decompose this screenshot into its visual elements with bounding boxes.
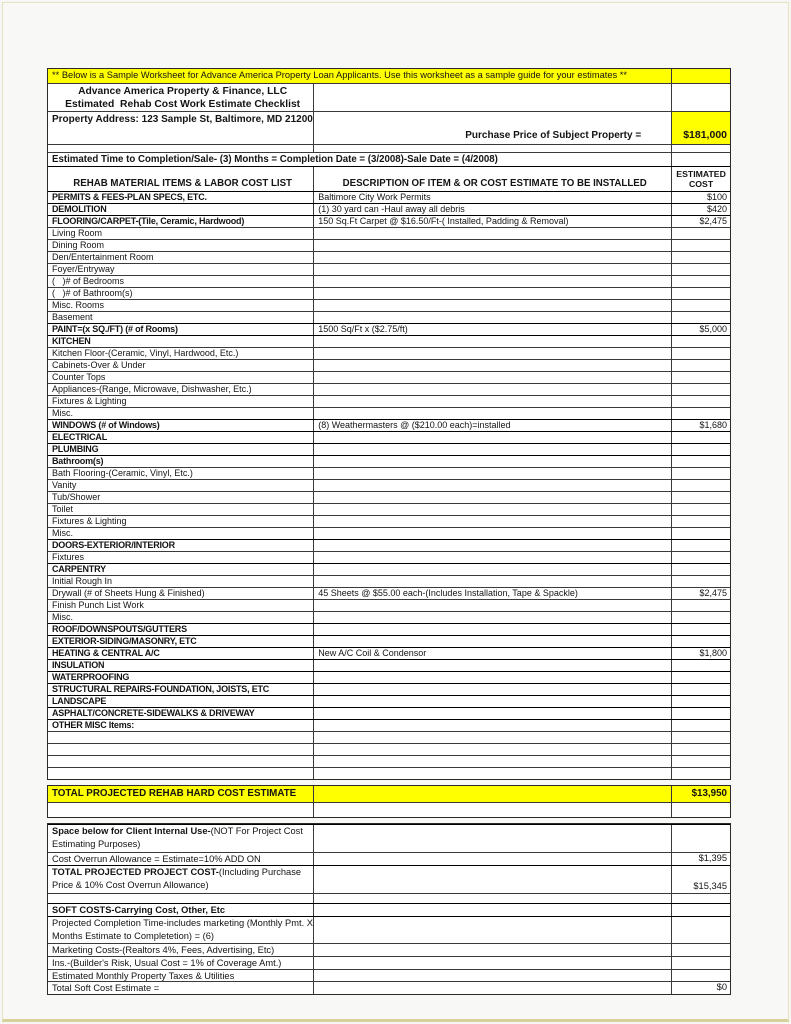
item-cell: Fixtures & Lighting bbox=[52, 396, 127, 406]
table-row bbox=[48, 623, 730, 635]
table-row bbox=[48, 659, 730, 671]
item-cell: Foyer/Entryway bbox=[52, 264, 115, 274]
item-label: Total Soft Cost Estimate = bbox=[52, 983, 160, 993]
item-label: Estimated Monthly Property Taxes & Utilities bbox=[52, 971, 235, 981]
description-cell bbox=[313, 982, 671, 994]
table-row bbox=[48, 611, 730, 623]
item-cell: Appliances-(Range, Microwave, Dishwasher, Etc.) bbox=[52, 384, 252, 394]
description-cell bbox=[313, 360, 671, 371]
description-cell bbox=[313, 444, 671, 455]
hard-total-row bbox=[48, 786, 730, 802]
cost-cell bbox=[671, 432, 730, 443]
item-cell: WINDOWS (# of Windows) bbox=[52, 420, 160, 430]
description-cell bbox=[313, 264, 671, 275]
table-row bbox=[48, 431, 730, 443]
cost-cell bbox=[671, 240, 730, 251]
item-cell: Bath Flooring-(Ceramic, Vinyl, Etc.) bbox=[52, 468, 193, 478]
table-row bbox=[48, 969, 730, 981]
description-cell bbox=[313, 732, 671, 743]
description-cell bbox=[313, 516, 671, 527]
table-row bbox=[48, 227, 730, 239]
timeline-cost-cell bbox=[671, 153, 730, 166]
sample-banner-side-cell bbox=[671, 69, 730, 83]
table-row bbox=[48, 865, 730, 893]
cost-cell: $1,800 bbox=[671, 648, 730, 659]
table-row bbox=[48, 347, 730, 359]
description-cell bbox=[313, 866, 671, 893]
table-row bbox=[48, 695, 730, 707]
cost-cell: $2,475 bbox=[671, 216, 730, 227]
table-row bbox=[48, 287, 730, 299]
description-cell bbox=[313, 540, 671, 551]
description-cell bbox=[313, 528, 671, 539]
table-row bbox=[48, 467, 730, 479]
item-cell bbox=[48, 853, 313, 865]
item-cell: PERMITS & FEES-PLAN SPECS, ETC. bbox=[52, 192, 207, 202]
item-cell: PAINT=(x SQ./FT) (# of Rooms) bbox=[52, 324, 178, 334]
cost-cell bbox=[671, 944, 730, 956]
item-label-bold: SOFT COSTS-Carrying Cost, Other, Etc bbox=[52, 905, 226, 915]
description-cell bbox=[313, 336, 671, 347]
table-row bbox=[48, 251, 730, 263]
spacer-cell bbox=[313, 803, 671, 817]
item-cell bbox=[48, 732, 313, 743]
description-cell bbox=[313, 917, 671, 943]
description-cell bbox=[313, 853, 671, 865]
column-header-description: DESCRIPTION OF ITEM & OR COST ESTIMATE TO BE INSTALLED bbox=[313, 167, 671, 191]
cost-cell bbox=[671, 264, 730, 275]
table-row bbox=[48, 203, 730, 215]
cost-cell bbox=[671, 288, 730, 299]
item-cell: Vanity bbox=[52, 480, 77, 490]
cost-cell bbox=[671, 528, 730, 539]
table-row bbox=[48, 683, 730, 695]
cost-cell bbox=[671, 576, 730, 587]
cost-cell bbox=[671, 660, 730, 671]
description-cell bbox=[313, 288, 671, 299]
description-cell bbox=[313, 825, 671, 852]
cost-cell bbox=[671, 904, 730, 916]
item-cell bbox=[48, 825, 313, 852]
table-row bbox=[48, 359, 730, 371]
item-cell bbox=[48, 904, 313, 916]
table-row bbox=[48, 299, 730, 311]
table-row bbox=[48, 893, 730, 903]
description-cell bbox=[313, 408, 671, 419]
description-cell bbox=[313, 904, 671, 916]
cost-cell: $5,000 bbox=[671, 324, 730, 335]
cost-cell bbox=[671, 516, 730, 527]
table-row bbox=[48, 575, 730, 587]
item-cell: LANDSCAPE bbox=[52, 696, 107, 706]
item-cell: Misc. bbox=[52, 528, 73, 538]
cost-cell bbox=[671, 360, 730, 371]
cost-cell bbox=[671, 744, 730, 755]
hard-total-desc-cell bbox=[313, 786, 671, 802]
item-cell: DOORS-EXTERIOR/INTERIOR bbox=[52, 540, 175, 550]
spacer-cell bbox=[671, 803, 730, 817]
item-cell: PLUMBING bbox=[52, 444, 99, 454]
table-row bbox=[48, 943, 730, 956]
cost-cell bbox=[671, 894, 730, 903]
table-row bbox=[48, 635, 730, 647]
company-row bbox=[48, 83, 730, 111]
description-cell bbox=[313, 894, 671, 903]
cost-cell bbox=[671, 552, 730, 563]
description-cell bbox=[313, 684, 671, 695]
table-row bbox=[48, 311, 730, 323]
purchase-price-value: $181,000 bbox=[671, 112, 730, 144]
cost-cell: $1,680 bbox=[671, 420, 730, 431]
description-cell bbox=[313, 396, 671, 407]
cost-cell bbox=[671, 504, 730, 515]
cost-cell bbox=[671, 732, 730, 743]
item-cell: Tub/Shower bbox=[52, 492, 101, 502]
item-cell: Initial Rough In bbox=[52, 576, 113, 586]
item-cell: Fixtures & Lighting bbox=[52, 516, 127, 526]
cost-cell bbox=[671, 564, 730, 575]
cost-cell bbox=[671, 312, 730, 323]
hard-total-value: $13,950 bbox=[671, 786, 730, 802]
item-cell: WATERPROOFING bbox=[52, 672, 130, 682]
cost-cell bbox=[671, 768, 730, 779]
cost-cell bbox=[671, 336, 730, 347]
item-cell bbox=[48, 744, 313, 755]
table-row bbox=[48, 956, 730, 969]
description-cell bbox=[313, 660, 671, 671]
table-row bbox=[48, 503, 730, 515]
internal-soft-block bbox=[47, 823, 731, 995]
description-cell: (8) Weathermasters @ ($210.00 each)=installed bbox=[313, 420, 671, 431]
item-cell: Cabinets-Over & Under bbox=[52, 360, 146, 370]
item-label-bold: TOTAL PROJECTED PROJECT COST- bbox=[52, 867, 219, 877]
column-header-items: REHAB MATERIAL ITEMS & LABOR COST LIST bbox=[73, 178, 292, 189]
cost-cell bbox=[671, 684, 730, 695]
cost-cell bbox=[671, 756, 730, 767]
spacer-cell bbox=[48, 145, 313, 152]
cost-cell: $15,345 bbox=[671, 866, 730, 893]
item-cell: Dining Room bbox=[52, 240, 105, 250]
column-header-cost: ESTIMATED COST bbox=[671, 167, 730, 191]
description-cell bbox=[313, 492, 671, 503]
description-cell bbox=[313, 552, 671, 563]
table-row bbox=[48, 323, 730, 335]
company-name: Advance America Property & Finance, LLC bbox=[78, 85, 288, 97]
description-cell bbox=[313, 944, 671, 956]
item-cell: DEMOLITION bbox=[52, 204, 107, 214]
table-row bbox=[48, 527, 730, 539]
item-cell bbox=[48, 756, 313, 767]
cost-cell bbox=[671, 372, 730, 383]
sample-banner-text: ** Below is a Sample Worksheet for Advance America Property Loan Applicants. Use this worksheet as a sample guide for your estimates ** bbox=[48, 69, 671, 83]
cost-cell: $420 bbox=[671, 204, 730, 215]
item-cell: CARPENTRY bbox=[52, 564, 106, 574]
item-cell: KITCHEN bbox=[52, 336, 91, 346]
main-rows-container bbox=[48, 191, 730, 779]
cost-cell bbox=[671, 384, 730, 395]
item-cell: EXTERIOR-SIDING/MASONRY, ETC bbox=[52, 636, 197, 646]
item-cell: ASPHALT/CONCRETE-SIDEWALKS & DRIVEWAY bbox=[52, 708, 255, 718]
description-cell bbox=[313, 456, 671, 467]
item-cell: Misc. Rooms bbox=[52, 300, 105, 310]
table-row bbox=[48, 981, 730, 994]
cost-cell bbox=[671, 228, 730, 239]
table-row bbox=[48, 767, 730, 779]
main-table-block bbox=[47, 68, 731, 780]
hard-total-block bbox=[47, 785, 731, 818]
description-cell bbox=[313, 696, 671, 707]
item-cell bbox=[48, 917, 313, 943]
cost-cell bbox=[671, 708, 730, 719]
table-row bbox=[48, 395, 730, 407]
description-cell bbox=[313, 372, 671, 383]
rehab-worksheet bbox=[47, 68, 731, 995]
item-cell: Kitchen Floor-(Ceramic, Vinyl, Hardwood, Etc.) bbox=[52, 348, 239, 358]
description-cell bbox=[313, 480, 671, 491]
description-cell bbox=[313, 576, 671, 587]
blank-row bbox=[48, 802, 730, 817]
item-label-bold: Space below for Client Internal Use- bbox=[52, 826, 211, 836]
item-label: Ins.-(Builder's Risk, Usual Cost = 1% of Coverage Amt.) bbox=[52, 958, 282, 968]
table-row bbox=[48, 407, 730, 419]
item-cell bbox=[48, 894, 313, 903]
table-row bbox=[48, 563, 730, 575]
description-cell bbox=[313, 468, 671, 479]
item-cell: Misc. bbox=[52, 408, 73, 418]
cost-cell bbox=[671, 492, 730, 503]
description-cell bbox=[313, 720, 671, 731]
table-row bbox=[48, 707, 730, 719]
cost-cell bbox=[671, 540, 730, 551]
cost-cell bbox=[671, 444, 730, 455]
description-cell: (1) 30 yard can -Haul away all debris bbox=[313, 204, 671, 215]
item-cell: HEATING & CENTRAL A/C bbox=[52, 648, 160, 658]
item-cell: Living Room bbox=[52, 228, 103, 238]
description-cell bbox=[313, 564, 671, 575]
cost-cell bbox=[671, 276, 730, 287]
item-cell: Finish Punch List Work bbox=[52, 600, 144, 610]
item-cell bbox=[48, 866, 313, 893]
spacer-cell bbox=[671, 145, 730, 152]
table-row bbox=[48, 371, 730, 383]
purchase-price-label: Purchase Price of Subject Property = bbox=[313, 112, 671, 144]
item-cell: Bathroom(s) bbox=[52, 456, 104, 466]
description-cell bbox=[313, 756, 671, 767]
description-cell bbox=[313, 744, 671, 755]
table-row bbox=[48, 671, 730, 683]
table-row bbox=[48, 215, 730, 227]
item-cell bbox=[48, 957, 313, 969]
item-label: (NOT For Project Cost Estimating Purposes) bbox=[52, 826, 303, 849]
sample-banner-row bbox=[48, 69, 730, 83]
cost-cell bbox=[671, 917, 730, 943]
spacer-cell bbox=[313, 145, 671, 152]
description-cell bbox=[313, 970, 671, 981]
cost-cell bbox=[671, 408, 730, 419]
table-row bbox=[48, 419, 730, 431]
cost-cell bbox=[671, 612, 730, 623]
item-cell: ELECTRICAL bbox=[52, 432, 107, 442]
item-cell: STRUCTURAL REPAIRS-FOUNDATION, JOISTS, ETC bbox=[52, 684, 270, 694]
item-cell: Basement bbox=[52, 312, 93, 322]
table-row bbox=[48, 587, 730, 599]
description-cell bbox=[313, 300, 671, 311]
description-cell bbox=[313, 276, 671, 287]
table-row bbox=[48, 491, 730, 503]
cost-cell: $2,475 bbox=[671, 588, 730, 599]
table-row bbox=[48, 443, 730, 455]
timeline-row bbox=[48, 152, 730, 166]
description-cell bbox=[313, 957, 671, 969]
item-cell bbox=[48, 982, 313, 994]
table-row bbox=[48, 903, 730, 916]
description-cell: 45 Sheets @ $55.00 each-(Includes Installation, Tape & Spackle) bbox=[313, 588, 671, 599]
description-cell bbox=[313, 768, 671, 779]
table-row bbox=[48, 383, 730, 395]
item-cell: Misc. bbox=[52, 612, 73, 622]
cost-cell bbox=[671, 300, 730, 311]
item-label: Projected Completion Time-includes marketing (Monthly Pmt. X Months Estimate to Completetion) = (6) bbox=[52, 918, 313, 941]
item-cell: ROOF/DOWNSPOUTS/GUTTERS bbox=[52, 624, 187, 634]
description-cell bbox=[313, 624, 671, 635]
cost-cell bbox=[671, 672, 730, 683]
item-cell: Fixtures bbox=[52, 552, 85, 562]
table-row bbox=[48, 479, 730, 491]
cost-cell bbox=[671, 480, 730, 491]
table-row bbox=[48, 599, 730, 611]
cost-cell bbox=[671, 252, 730, 263]
item-cell: INSULATION bbox=[52, 660, 105, 670]
cost-cell bbox=[671, 348, 730, 359]
property-row bbox=[48, 111, 730, 144]
cost-cell: $1,395 bbox=[671, 853, 730, 865]
table-row bbox=[48, 239, 730, 251]
cost-cell bbox=[671, 720, 730, 731]
cost-cell bbox=[671, 468, 730, 479]
description-cell: 1500 Sq/Ft x ($2.75/ft) bbox=[313, 324, 671, 335]
description-cell bbox=[313, 348, 671, 359]
description-cell bbox=[313, 384, 671, 395]
table-row bbox=[48, 731, 730, 743]
table-row bbox=[48, 263, 730, 275]
description-cell bbox=[313, 708, 671, 719]
table-row bbox=[48, 852, 730, 865]
property-address: Property Address: 123 Sample St, Baltimore, MD 21200 bbox=[52, 114, 313, 125]
item-cell: Den/Entertainment Room bbox=[52, 252, 154, 262]
column-header-row bbox=[48, 166, 730, 191]
table-row bbox=[48, 551, 730, 563]
cost-cell bbox=[671, 957, 730, 969]
cost-cell bbox=[671, 636, 730, 647]
description-cell bbox=[313, 432, 671, 443]
cost-cell bbox=[671, 600, 730, 611]
item-label: Marketing Costs-(Realtors 4%, Fees, Advertising, Etc) bbox=[52, 945, 275, 955]
table-row bbox=[48, 743, 730, 755]
description-cell: New A/C Coil & Condensor bbox=[313, 648, 671, 659]
timeline-text: Estimated Time to Completion/Sale- (3) Months = Completion Date = (3/2008)-Sale Date = (4/2008) bbox=[52, 154, 498, 165]
worksheet-subtitle: Estimated Rehab Cost Work Estimate Checklist bbox=[65, 98, 301, 110]
company-row-spacer bbox=[313, 84, 671, 111]
item-cell bbox=[48, 768, 313, 779]
cost-cell bbox=[671, 825, 730, 852]
item-label: (Including Purchase Price & 10% Cost Overrun Allowance) bbox=[52, 867, 302, 890]
table-row bbox=[48, 824, 730, 852]
spacer-cell bbox=[48, 803, 313, 817]
description-cell bbox=[313, 228, 671, 239]
description-cell: Baltimore City Work Permits bbox=[313, 192, 671, 203]
table-row bbox=[48, 191, 730, 203]
table-row bbox=[48, 275, 730, 287]
table-row bbox=[48, 647, 730, 659]
item-cell: Drywall (# of Sheets Hung & Finished) bbox=[52, 588, 205, 598]
item-cell bbox=[48, 970, 313, 981]
item-cell: ( )# of Bathroom(s) bbox=[52, 288, 133, 298]
description-cell bbox=[313, 312, 671, 323]
cost-cell: $100 bbox=[671, 192, 730, 203]
item-cell: OTHER MISC Items: bbox=[52, 720, 135, 730]
cost-cell bbox=[671, 624, 730, 635]
description-cell bbox=[313, 504, 671, 515]
hard-total-label: TOTAL PROJECTED REHAB HARD COST ESTIMATE bbox=[48, 786, 313, 802]
table-row bbox=[48, 719, 730, 731]
item-cell: FLOORING/CARPET-(Tile, Ceramic, Hardwood) bbox=[52, 216, 245, 226]
cost-cell bbox=[671, 696, 730, 707]
table-row bbox=[48, 455, 730, 467]
cost-cell bbox=[671, 456, 730, 467]
description-cell bbox=[313, 636, 671, 647]
item-cell: Counter Tops bbox=[52, 372, 106, 382]
cost-cell bbox=[671, 970, 730, 981]
item-cell: Toilet bbox=[52, 504, 74, 514]
item-cell bbox=[48, 944, 313, 956]
cost-cell: $0 bbox=[671, 982, 730, 994]
table-row bbox=[48, 335, 730, 347]
item-cell: ( )# of Bedrooms bbox=[52, 276, 125, 286]
company-row-cost-cell bbox=[671, 84, 730, 111]
company-title bbox=[48, 84, 313, 111]
item-label: Cost Overrun Allowance = Estimate=10% ADD ON bbox=[52, 854, 261, 864]
description-cell: 150 Sq.Ft Carpet @ $16.50/Ft-( Installed, Padding & Removal) bbox=[313, 216, 671, 227]
table-row bbox=[48, 916, 730, 943]
spacer-row bbox=[48, 144, 730, 152]
description-cell bbox=[313, 672, 671, 683]
description-cell bbox=[313, 600, 671, 611]
table-row bbox=[48, 755, 730, 767]
table-row bbox=[48, 539, 730, 551]
description-cell bbox=[313, 252, 671, 263]
description-cell bbox=[313, 612, 671, 623]
lower-rows-container bbox=[48, 824, 730, 994]
description-cell bbox=[313, 240, 671, 251]
table-row bbox=[48, 515, 730, 527]
cost-cell bbox=[671, 396, 730, 407]
